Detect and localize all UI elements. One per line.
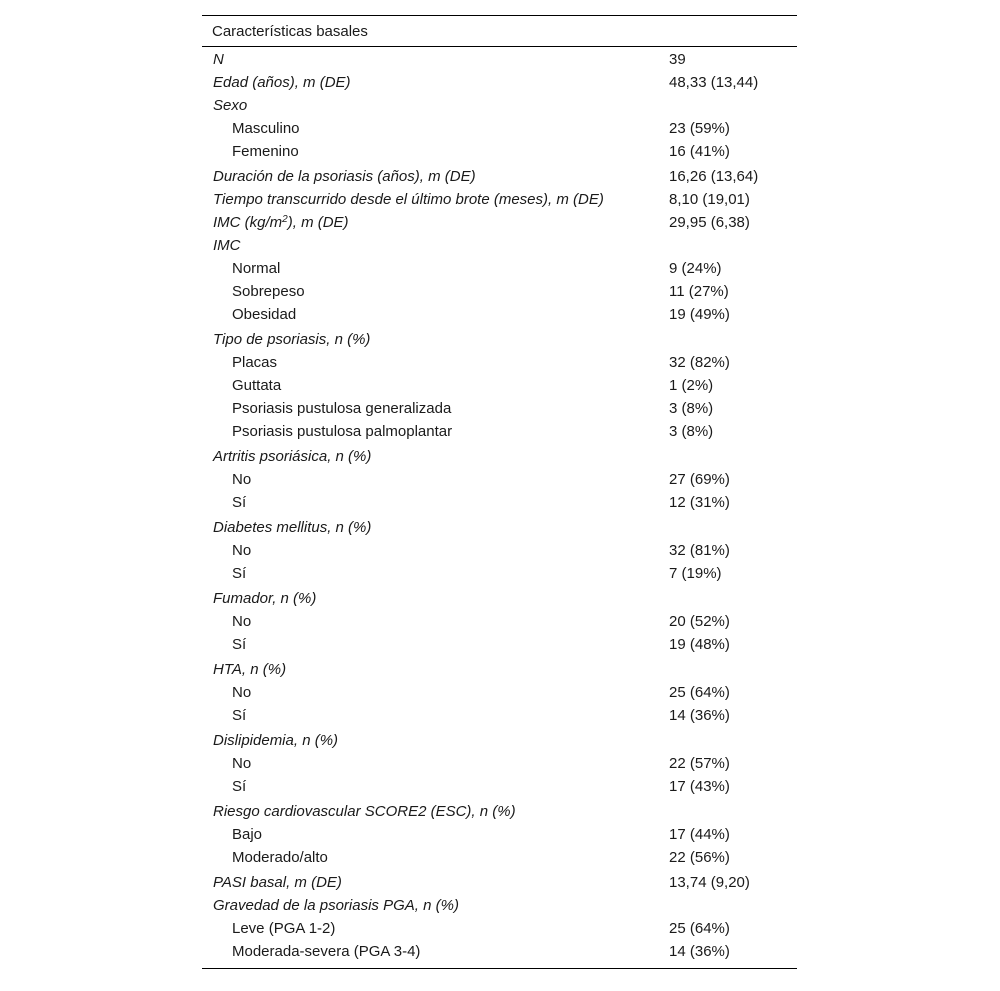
row-value: 1 (2%) [669, 377, 714, 394]
row-label-text: Bajo [232, 826, 263, 843]
row-label-superscript: 2 [282, 214, 288, 225]
row-value: 48,33 (13,44) [669, 74, 759, 91]
row-label [213, 800, 516, 823]
table-row-category [202, 71, 797, 94]
row-value: 17 (43%) [669, 778, 730, 795]
table-row-category [202, 587, 797, 610]
table-row-category [202, 800, 797, 823]
row-label [232, 775, 246, 798]
row-label-text: Guttata [232, 377, 282, 394]
table-row [202, 491, 797, 514]
row-label [232, 257, 280, 280]
table-row-category [202, 328, 797, 351]
table-row [202, 633, 797, 656]
table-row-category [202, 894, 797, 917]
row-label [232, 468, 251, 491]
row-label [213, 94, 247, 117]
table-row [202, 280, 797, 303]
row-label [232, 539, 251, 562]
row-label-text: Psoriasis pustulosa generalizada [232, 400, 452, 417]
table-row [202, 420, 797, 443]
table-row-category [202, 729, 797, 752]
row-value: 29,95 (6,38) [669, 214, 750, 231]
table-row [202, 397, 797, 420]
table-row-category [202, 658, 797, 681]
row-label [232, 940, 420, 963]
table-row-category [202, 516, 797, 539]
row-value: 39 [669, 51, 686, 68]
row-value: 19 (49%) [669, 306, 730, 323]
row-label [232, 491, 246, 514]
row-label [213, 445, 371, 468]
table-row [202, 775, 797, 798]
row-value: 16,26 (13,64) [669, 168, 759, 185]
row-label [232, 633, 246, 656]
row-label-text: No [232, 684, 252, 701]
table-row-category [202, 211, 797, 234]
row-label-text: Masculino [232, 120, 300, 137]
row-label-text: Moderado/alto [232, 849, 328, 866]
table-row-category [202, 165, 797, 188]
row-label [213, 587, 316, 610]
row-value: 13,74 (9,20) [669, 874, 750, 891]
table-row [202, 562, 797, 585]
row-value: 14 (36%) [669, 707, 730, 724]
table-row [202, 752, 797, 775]
row-value: 20 (52%) [669, 613, 730, 630]
row-value: 3 (8%) [669, 400, 714, 417]
row-label [213, 234, 241, 257]
row-label-text: No [232, 471, 252, 488]
row-value: 14 (36%) [669, 943, 730, 960]
row-label [232, 374, 281, 397]
row-label-text: Sí [232, 636, 247, 653]
table-row-category [202, 188, 797, 211]
row-label-text: Obesidad [232, 306, 297, 323]
table-row [202, 117, 797, 140]
row-label-text: Gravedad de la psoriasis PGA, n (%) [213, 897, 459, 914]
table-row-category [202, 94, 797, 117]
row-label [213, 871, 342, 894]
table-row [202, 681, 797, 704]
row-label-text: Sexo [213, 97, 248, 114]
table-row [202, 846, 797, 869]
row-label [213, 211, 349, 234]
table-row-category [202, 48, 797, 71]
row-label [213, 48, 224, 71]
row-value: 22 (56%) [669, 849, 730, 866]
row-value: 25 (64%) [669, 920, 730, 937]
row-label [232, 280, 305, 303]
row-label [213, 894, 459, 917]
row-value: 19 (48%) [669, 636, 730, 653]
row-value: 17 (44%) [669, 826, 730, 843]
row-label-text: Edad (años), m (DE) [213, 74, 351, 91]
row-label-text: Placas [232, 354, 278, 371]
row-value: 27 (69%) [669, 471, 730, 488]
row-label-text: N [213, 51, 224, 68]
row-label [213, 729, 338, 752]
row-label [232, 704, 246, 727]
row-label-text: Tiempo transcurrido desde el último brote (meses), m (DE) [213, 191, 604, 208]
row-label [232, 140, 299, 163]
row-label-text: HTA, n (%) [213, 661, 287, 678]
row-label-text: Diabetes mellitus, n (%) [213, 519, 372, 536]
table-row-category [202, 871, 797, 894]
table-row [202, 468, 797, 491]
row-label [232, 846, 328, 869]
row-label [232, 917, 335, 940]
table-row [202, 610, 797, 633]
row-label-text: Sobrepeso [232, 283, 305, 300]
row-value: 11 (27%) [669, 283, 729, 300]
baseline-characteristics-table [202, 15, 797, 969]
table-row [202, 917, 797, 940]
row-label-text: PASI basal, m (DE) [213, 874, 342, 891]
row-label-text: Artritis psoriásica, n (%) [213, 448, 372, 465]
row-value: 22 (57%) [669, 755, 730, 772]
table-row-category [202, 234, 797, 257]
row-value: 7 (19%) [669, 565, 722, 582]
row-label [232, 303, 296, 326]
row-label [232, 397, 451, 420]
row-label [213, 71, 351, 94]
row-label [232, 681, 251, 704]
row-label-suffix: ), m (DE) [287, 214, 349, 231]
table-row-category [202, 445, 797, 468]
row-label-text: Normal [232, 260, 281, 277]
row-value: 3 (8%) [669, 423, 714, 440]
row-value: 16 (41%) [669, 143, 730, 160]
table-row [202, 539, 797, 562]
row-label [232, 823, 262, 846]
row-label-text: Psoriasis pustulosa palmoplantar [232, 423, 453, 440]
row-label-text: Riesgo cardiovascular SCORE2 (ESC), n (%) [213, 803, 516, 820]
row-label [213, 658, 286, 681]
row-label-text: Duración de la psoriasis (años), m (DE) [213, 168, 476, 185]
row-label [213, 328, 370, 351]
table-row [202, 351, 797, 374]
row-label [232, 610, 251, 633]
row-value: 32 (82%) [669, 354, 730, 371]
row-label-text: Femenino [232, 143, 299, 160]
row-label [232, 752, 251, 775]
row-label [232, 562, 246, 585]
table-header [202, 16, 797, 47]
table-row [202, 704, 797, 727]
row-value: 25 (64%) [669, 684, 730, 701]
table-row [202, 823, 797, 846]
table-row [202, 257, 797, 280]
row-label [232, 351, 277, 374]
table-row [202, 303, 797, 326]
row-label-text: Sí [232, 707, 247, 724]
row-label [213, 516, 371, 539]
row-label [232, 420, 452, 443]
row-label-text: No [232, 542, 252, 559]
row-label-text: Moderada-severa (PGA 3-4) [232, 943, 421, 960]
row-label [213, 188, 604, 211]
row-label-text: Sí [232, 778, 247, 795]
row-label-text: IMC [213, 237, 241, 254]
table-row [202, 940, 797, 963]
table-row [202, 374, 797, 397]
row-label [213, 165, 476, 188]
row-label-text: Dislipidemia, n (%) [213, 732, 339, 749]
row-value: 32 (81%) [669, 542, 730, 559]
table-header-label: Características basales [212, 22, 368, 40]
table-row [202, 140, 797, 163]
row-label-text: Tipo de psoriasis, n (%) [213, 331, 371, 348]
row-value: 12 (31%) [669, 494, 730, 511]
row-label-text: IMC (kg/m [213, 214, 283, 231]
row-label-text: No [232, 613, 252, 630]
row-value: 8,10 (19,01) [669, 191, 750, 208]
table-body [202, 48, 797, 963]
row-label-text: Fumador, n (%) [213, 590, 317, 607]
row-label-text: No [232, 755, 252, 772]
row-value: 9 (24%) [669, 260, 722, 277]
row-label [232, 117, 300, 140]
row-label-text: Sí [232, 565, 247, 582]
row-label-text: Leve (PGA 1-2) [232, 920, 336, 937]
row-value: 23 (59%) [669, 120, 730, 137]
row-label-text: Sí [232, 494, 247, 511]
